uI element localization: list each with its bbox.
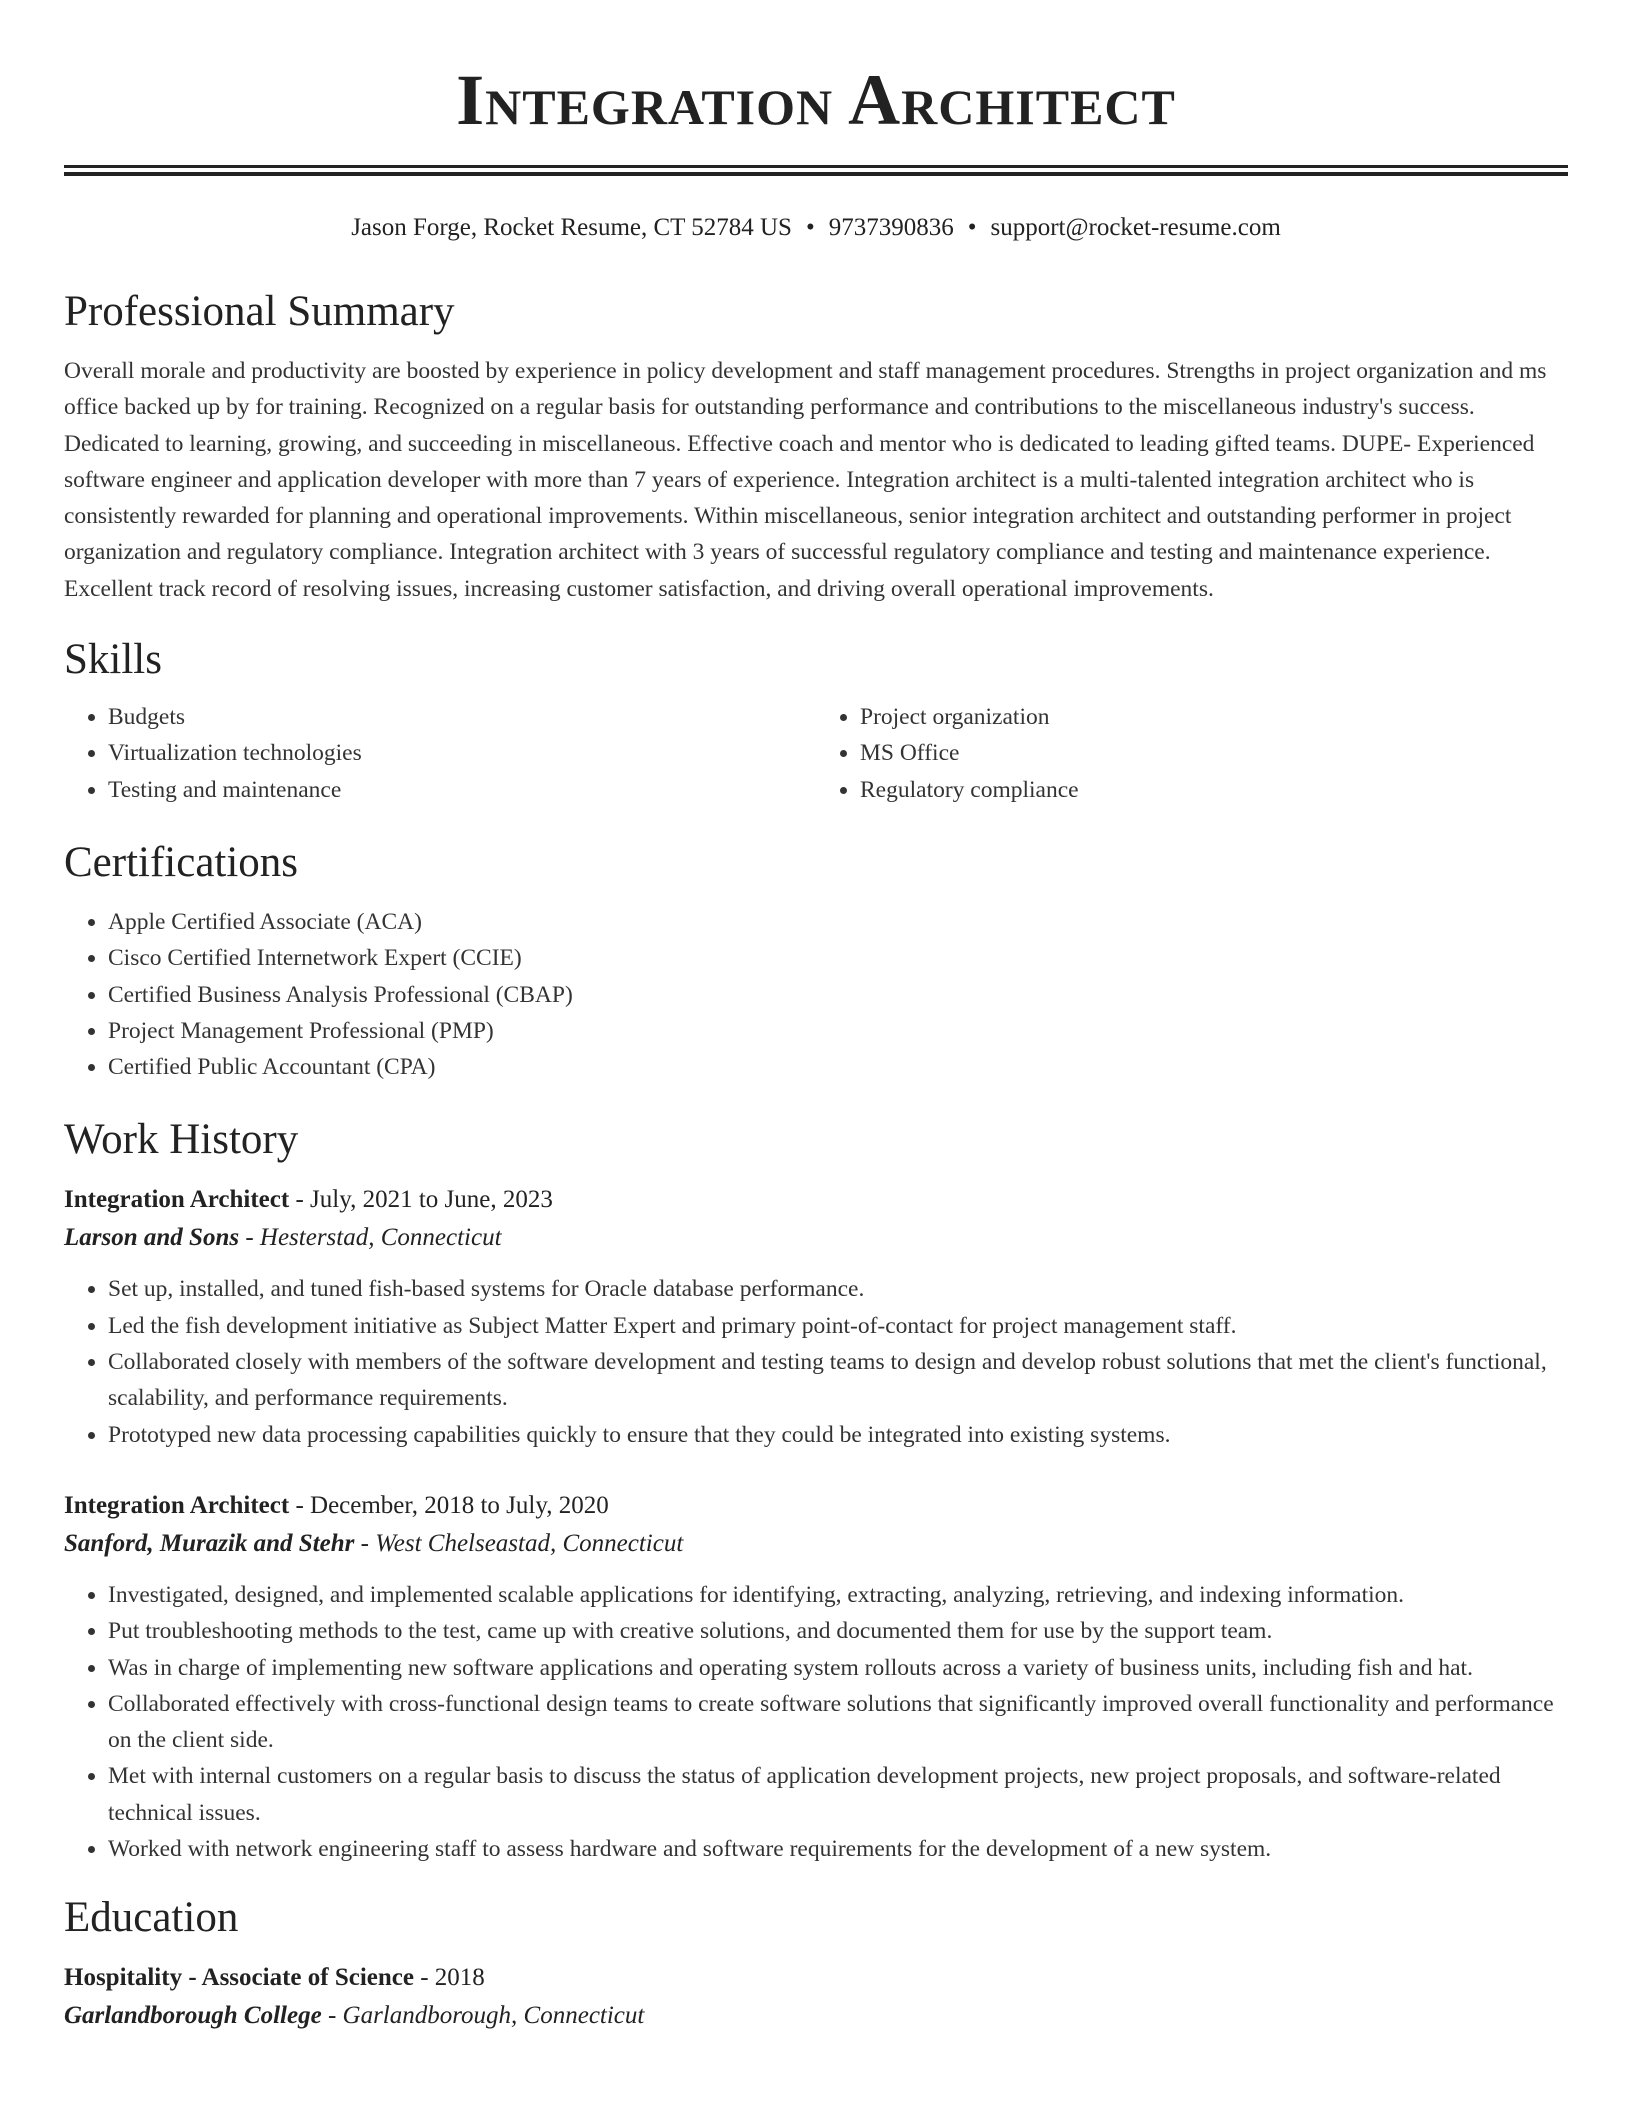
skill-item: • Regulatory compliance: [860, 772, 1568, 808]
certification-item: • Apple Certified Associate (ACA): [108, 904, 1568, 940]
job-role: Integration Architect: [64, 1491, 290, 1519]
education-heading: Education: [64, 1894, 239, 1942]
job-bullet: • Put troubleshooting methods to the test, came up with creative solutions, and documented them for use by the support team.: [108, 1613, 1568, 1649]
job-location: - West Chelseastad, Connecticut: [354, 1529, 684, 1557]
job-company: Larson and Sons: [64, 1224, 240, 1252]
job-company-line: [64, 1525, 1568, 1563]
job-title-line: [64, 1487, 1568, 1525]
job-dates: - July, 2021 to June, 2023: [289, 1186, 553, 1214]
job-company-line: [64, 1219, 1568, 1257]
contact-email: support@rocket-resume.com: [990, 214, 1281, 241]
job-bullets: [64, 1271, 1568, 1452]
education-school: Garlandborough College: [64, 2002, 322, 2030]
certifications-heading: Certifications: [64, 838, 299, 886]
certification-item: • Cisco Certified Internetwork Expert (CCIE): [108, 940, 1568, 976]
job-bullet: • Collaborated closely with members of the software development and testing teams to design and develop robust solutions that met the client's functional, scalability, and performance requirements.: [108, 1344, 1568, 1417]
skill-item: • Project organization: [860, 699, 1568, 735]
job-bullet: • Led the fish development initiative as Subject Matter Expert and primary point-of-contact for project management staff.: [108, 1308, 1568, 1344]
certification-item: • Certified Business Analysis Professional (CBAP): [108, 977, 1568, 1013]
skill-item: • Budgets: [108, 699, 816, 735]
skills-section: [64, 635, 1568, 808]
resume-title: Integration Architect: [456, 60, 1176, 140]
certification-item: • Certified Public Accountant (CPA): [108, 1049, 1568, 1085]
job-role: Integration Architect: [64, 1186, 290, 1214]
education-entry: [64, 1959, 1568, 2035]
job-bullets: [64, 1577, 1568, 1867]
certifications-section: [64, 838, 1568, 1085]
education-year: - 2018: [413, 1964, 485, 1992]
education-degree-line: [64, 1959, 1568, 1997]
contact-separator: •: [967, 214, 977, 241]
education-section: [64, 1893, 1568, 2035]
job-entry: [64, 1181, 1568, 1452]
skill-item: • MS Office: [860, 735, 1568, 771]
contact-separator: •: [805, 214, 815, 241]
skill-item: • Virtualization technologies: [108, 735, 816, 771]
work-history-section: [64, 1115, 1568, 1867]
work-history-heading: Work History: [64, 1116, 299, 1164]
contact-line: [64, 211, 1568, 245]
contact-address: Jason Forge, Rocket Resume, CT 52784 US: [351, 214, 792, 241]
job-location: - Hesterstad, Connecticut: [239, 1224, 502, 1252]
education-school-line: [64, 1997, 1568, 2035]
skills-grid: [64, 699, 1568, 808]
education-degree: Hospitality - Associate of Science: [64, 1964, 414, 1992]
title-divider: [64, 165, 1568, 176]
certifications-list: [64, 904, 1568, 1085]
job-bullet: • Worked with network engineering staff to assess hardware and software requirements for the development of a new system.: [108, 1831, 1568, 1867]
education-location: - Garlandborough, Connecticut: [321, 2002, 645, 2030]
job-dates: - December, 2018 to July, 2020: [289, 1491, 609, 1519]
summary-section: [64, 287, 1568, 607]
skills-list-right: [816, 699, 1568, 808]
contact-phone: 9737390836: [828, 214, 954, 241]
job-bullet: • Was in charge of implementing new software applications and operating system rollouts across a variety of business units, including fish and hat.: [108, 1650, 1568, 1686]
job-company: Sanford, Murazik and Stehr: [64, 1529, 355, 1557]
certification-item: • Project Management Professional (PMP): [108, 1013, 1568, 1049]
job-bullet: • Prototyped new data processing capabilities quickly to ensure that they could be integrated into existing systems.: [108, 1417, 1568, 1453]
summary-text: Overall morale and productivity are boosted by experience in policy development and staff management procedures. Strengths in project organization and ms office backed up by for training. Recognized on a regular basis for outstanding performance and contributions to the miscellaneous industry's success. Dedicated to learning, growing, and succeeding in miscellaneous. Effective coach and mentor who is dedicated to leading gifted teams. DUPE- Experienced software engineer and application developer with more than 7 years of experience. Integration architect is a multi-talented integration architect who is consistently rewarded for planning and operational improvements. Within miscellaneous, senior integration architect and outstanding performer in project organization and regulatory compliance. Integration architect with 3 years of successful regulatory compliance and testing and maintenance experience. Excellent track record of resolving issues, increasing customer satisfaction, and driving overall operational improvements.: [64, 358, 1547, 602]
skills-heading: Skills: [64, 636, 162, 684]
job-bullet: • Set up, installed, and tuned fish-based systems for Oracle database performance.: [108, 1271, 1568, 1307]
job-entry: [64, 1487, 1568, 1867]
summary-heading: Professional Summary: [64, 288, 455, 335]
skill-item: • Testing and maintenance: [108, 772, 816, 808]
job-bullet: • Met with internal customers on a regular basis to discuss the status of application development projects, new project proposals, and software-related technical issues.: [108, 1758, 1568, 1831]
job-title-line: [64, 1181, 1568, 1219]
job-bullet: • Investigated, designed, and implemented scalable applications for identifying, extracting, analyzing, retrieving, and indexing information.: [108, 1577, 1568, 1613]
skills-list-left: [64, 699, 816, 808]
job-bullet: • Collaborated effectively with cross-functional design teams to create software solutions that significantly improved overall functionality and performance on the client side.: [108, 1686, 1568, 1759]
